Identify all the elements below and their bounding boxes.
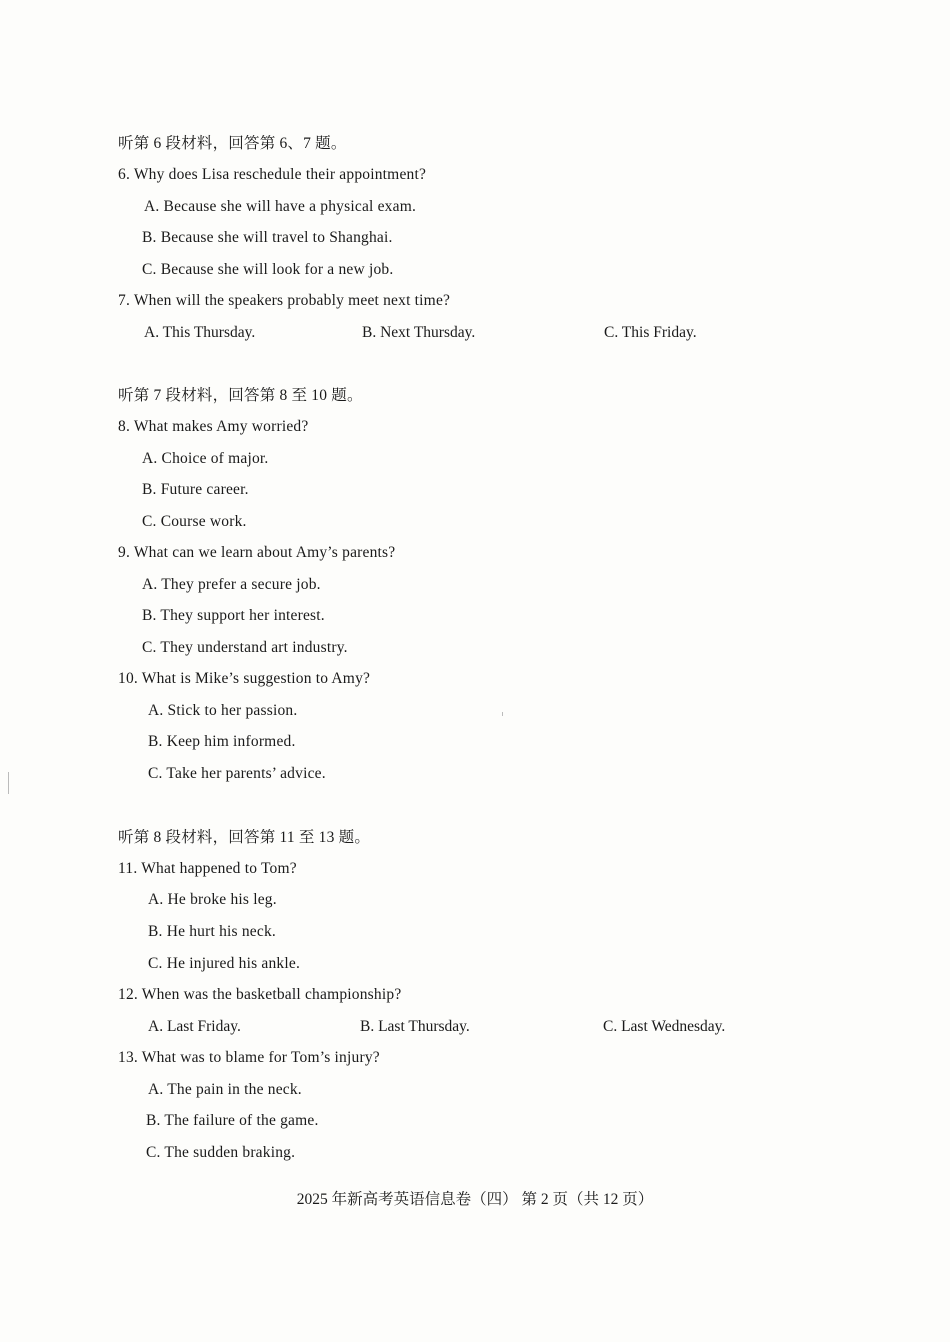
answer-option: A. Choice of major.: [142, 450, 269, 467]
answer-option: A. The pain in the neck.: [148, 1081, 302, 1098]
question-stem: 9. What can we learn about Amy’s parents?: [118, 544, 396, 561]
page-footer: 2025 年新高考英语信息卷（四） 第 2 页（共 12 页）: [296, 1191, 654, 1208]
answer-option: A. He broke his leg.: [148, 891, 277, 908]
section-header: 听第 6 段材料，回答第 6、7 题。: [118, 135, 347, 152]
answer-option: C. They understand art industry.: [142, 639, 348, 656]
question-stem: 12. When was the basketball championship?: [118, 986, 402, 1003]
answer-option: B. They support her interest.: [142, 607, 325, 624]
question-stem: 10. What is Mike’s suggestion to Amy?: [118, 670, 371, 687]
section-header: 听第 8 段材料，回答第 11 至 13 题。: [118, 829, 371, 846]
question-stem: 7. When will the speakers probably meet next time?: [118, 292, 451, 309]
answer-option: B. The failure of the game.: [146, 1112, 319, 1129]
answer-option: C. He injured his ankle.: [148, 955, 301, 972]
answer-option: B. Because she will travel to Shanghai.: [142, 229, 393, 246]
answer-option: A. This Thursday.: [144, 324, 256, 341]
scan-mark: [502, 712, 503, 716]
answer-option: B. Keep him informed.: [148, 733, 296, 750]
answer-option: A. Last Friday.: [148, 1018, 241, 1035]
answer-option: C. Last Wednesday.: [603, 1018, 726, 1035]
answer-option: A. Because she will have a physical exam.: [144, 198, 417, 215]
section-header: 听第 7 段材料，回答第 8 至 10 题。: [118, 387, 363, 404]
question-stem: 6. Why does Lisa reschedule their appointment?: [118, 166, 427, 183]
answer-option: C. Course work.: [142, 513, 247, 530]
answer-option: C. This Friday.: [604, 324, 697, 341]
answer-option: C. Take her parents’ advice.: [148, 765, 326, 782]
question-stem: 11. What happened to Tom?: [118, 860, 297, 877]
question-stem: 13. What was to blame for Tom’s injury?: [118, 1049, 380, 1066]
answer-option: C. Because she will look for a new job.: [142, 261, 394, 278]
answer-option: B. He hurt his neck.: [148, 923, 276, 940]
answer-option: B. Last Thursday.: [360, 1018, 470, 1035]
question-stem: 8. What makes Amy worried?: [118, 418, 309, 435]
answer-option: B. Next Thursday.: [362, 324, 476, 341]
answer-option: C. The sudden braking.: [146, 1144, 296, 1161]
answer-option: A. They prefer a secure job.: [142, 576, 321, 593]
answer-option: A. Stick to her passion.: [148, 702, 298, 719]
scan-mark: [8, 772, 9, 794]
answer-option: B. Future career.: [142, 481, 249, 498]
